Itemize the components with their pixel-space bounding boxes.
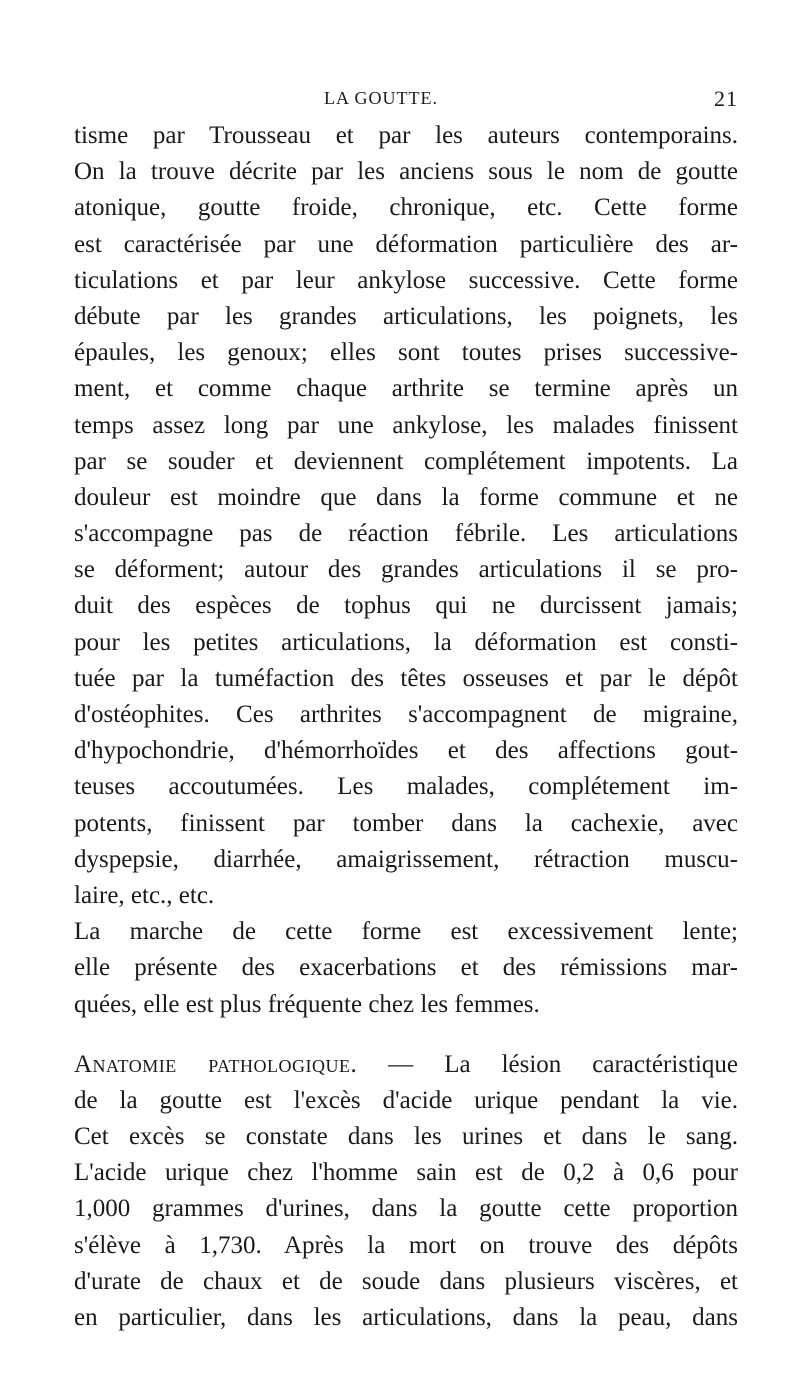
paragraph-2 <box>74 914 738 1023</box>
text-line: tisme par Trousseau et par les auteurs contemporains. <box>74 122 738 149</box>
text-line: douleur est moindre que dans la forme commune et ne <box>74 483 738 511</box>
text-line: en particulier, dans les articulations, dans la peau, dans <box>74 1304 738 1331</box>
text-line: d'ostéophites. Ces arthrites s'accompagnent de migraine, <box>74 701 738 728</box>
text-line: Cet excès se constate dans les urines et dans le sang. <box>74 1123 738 1151</box>
text-line: temps assez long par une ankylose, les malades finissent <box>74 411 738 439</box>
text-line: On la trouve décrite par les anciens sous le nom de goutte <box>74 158 738 186</box>
text-line: quées, elle est plus fréquente chez les femmes. <box>74 990 540 1018</box>
text-line: duit des espèces de tophus qui ne durcissent jamais; <box>74 592 738 620</box>
text-line: est caractérisée par une déformation particulière des ar- <box>74 230 738 258</box>
text-line: s'élève à 1,730. Après la mort on trouve des dépôts <box>74 1231 738 1259</box>
paragraph-3 <box>74 1047 738 1337</box>
text-line <box>74 914 738 950</box>
text-line: débute par les grandes articulations, les poignets, les <box>74 302 738 330</box>
text-line: pour les petites articulations, la déformation est consti- <box>74 628 738 656</box>
running-head <box>74 88 738 118</box>
text-line: par se souder et deviennent complétement impotents. La <box>74 447 738 475</box>
text-line: teuses accoutumées. Les malades, complétement im- <box>74 773 738 801</box>
text-line: se déforment; autour des grandes articulations il se pro- <box>74 556 738 584</box>
page-number: 21 <box>714 86 738 111</box>
section-heading: Anatomie pathologique. <box>74 1050 358 1078</box>
text-line: laire, etc., etc. <box>74 881 215 909</box>
text-line: ment, et comme chaque arthrite se termine après un <box>74 375 738 403</box>
text-line <box>74 1047 738 1083</box>
text-line: 1,000 grammes d'urines, dans la goutte cette proportion <box>74 1195 738 1223</box>
section-gap <box>74 1023 738 1047</box>
running-title: LA GOUTTE. <box>324 88 438 108</box>
text-line: dyspepsie, diarrhée, amaigrissement, rétraction muscu- <box>74 845 738 873</box>
text-line: atonique, goutte froide, chronique, etc. Cette forme <box>74 194 738 222</box>
text-line: d'urate de chaux et de soude dans plusieurs viscères, et <box>74 1267 738 1295</box>
text-line: elle présente des exacerbations et des rémissions mar- <box>74 954 738 982</box>
text-line: L'acide urique chez l'homme sain est de 0,2 à 0,6 pour <box>74 1159 738 1187</box>
book-page <box>74 88 738 1336</box>
text-line: s'accompagne pas de réaction fébrile. Les articulations <box>74 520 738 548</box>
text-line-content: La marche de cette forme est excessivement lente; <box>74 918 738 946</box>
text-line: potents, finissent par tomber dans la cachexie, avec <box>74 809 738 837</box>
text-line: de la goutte est l'excès d'acide urique pendant la vie. <box>74 1086 738 1114</box>
text-line: ticulations et par leur ankylose successive. Cette forme <box>74 266 738 294</box>
text-line-content: — La lésion caractéristique <box>357 1050 738 1078</box>
paragraph-1 <box>74 118 738 914</box>
text-line: tuée par la tuméfaction des têtes osseuses et par le dépôt <box>74 664 738 692</box>
text-line: épaules, les genoux; elles sont toutes prises successive- <box>74 339 738 367</box>
text-line: d'hypochondrie, d'hémorrhoïdes et des affections gout- <box>74 737 738 765</box>
